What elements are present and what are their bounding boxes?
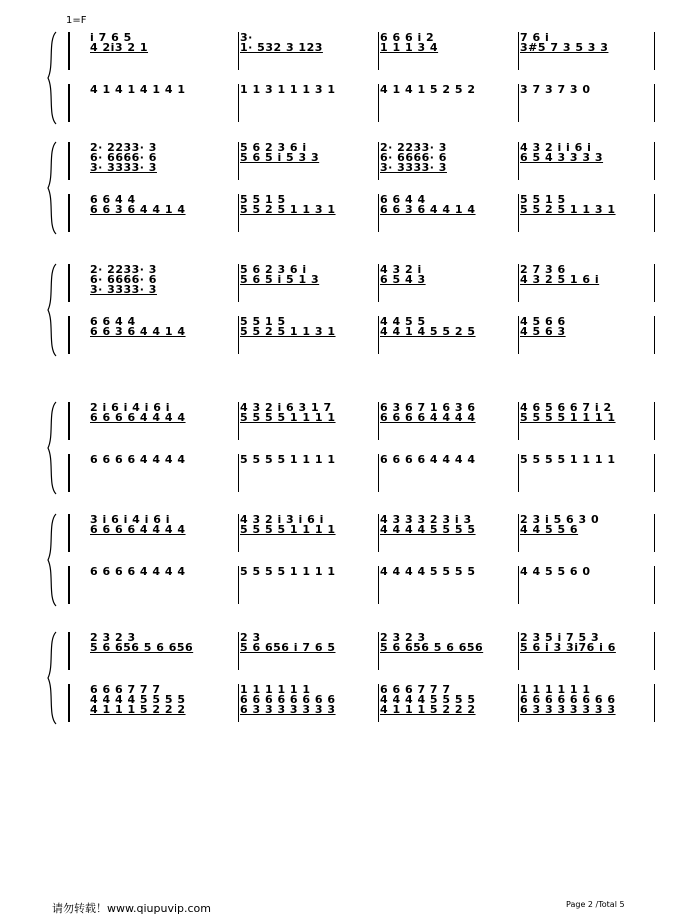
barline [68,264,70,302]
copyright-notice: 请勿转载！www.qiupuvip.com [52,902,211,915]
score-system [48,138,636,238]
measure [520,264,654,302]
measure [380,194,518,232]
barline [68,514,70,552]
note-line: 5 5 2 5 1 1 3 1 [240,203,336,216]
barline [238,684,239,722]
note-line: 6 5 4 3 [380,273,426,286]
note-line: 3 7 3 7 3 0 [520,84,591,96]
upper-staff [68,402,636,440]
note-line [90,95,238,105]
note-line [240,95,378,105]
lower-staff [68,316,636,354]
note-line: 4 4 5 5 6 [520,523,579,536]
note-line: 6 6 6 6 4 4 4 4 [380,411,476,424]
note-line: 6 6 6 6 4 4 4 4 [90,523,186,536]
barline [68,566,70,604]
barline [654,514,655,552]
note-line: 5 5 5 5 1 1 1 1 [520,411,616,424]
score-system [48,510,636,610]
note-line: 1 1 1 3 4 [380,41,439,54]
note-line: 6 6 6 i 2 [380,32,435,44]
brace-icon [46,510,58,610]
barline [68,194,70,232]
note-line: 3 i 6 i 4 i 6 i [90,514,171,526]
measure [520,402,654,440]
barline [654,566,655,604]
barline [654,84,655,122]
note-line: 6· 6666· 6 [90,151,157,164]
note-line: 4 3 2 i i 6 i [520,142,592,154]
note-line: 3#5 7 3 5 3 3 [520,41,609,54]
note-line: 1 1 3 1 1 1 3 1 [240,84,336,96]
note-line: 5 6 5 i 5 3 3 [240,151,320,164]
measure [380,514,518,552]
note-line: 2 3 2 3 [90,632,136,644]
barline [378,454,379,492]
measure [90,264,238,302]
lower-staff [68,194,636,232]
measure [520,632,654,670]
upper-staff [68,264,636,302]
note-line: 5 5 5 5 1 1 1 1 [520,454,616,466]
measure [240,84,378,122]
barline [68,402,70,440]
note-line [380,577,518,587]
note-line: 6 6 6 6 4 4 4 4 [90,454,186,466]
measure [240,514,378,552]
note-line: 6 6 6 7 7 7 [380,684,451,696]
note-line: 6· 6666· 6 [90,273,157,286]
note-line: 4 1 4 1 5 2 5 2 [380,84,476,96]
note-line: 6 6 6 6 4 4 4 4 [90,566,186,578]
barline [654,632,655,670]
note-line: 1 1 1 1 1 1 [520,684,591,696]
measure [240,566,378,604]
barline [518,402,519,440]
measure [380,142,518,180]
lower-staff [68,684,636,722]
score-system [48,28,636,128]
measure [240,194,378,232]
note-line: 5 6 656 5 6 656 [90,641,194,654]
note-line: i 7 6 5 [90,32,132,44]
barline [518,316,519,354]
measure [90,566,238,604]
barline [238,194,239,232]
note-line: 6 6 4 4 [90,316,136,328]
lower-staff [68,454,636,492]
measure [90,684,238,722]
measure [520,316,654,354]
note-line: 2 7 3 6 [520,264,566,276]
note-line: 4 4 4 4 5 5 5 5 [380,693,476,706]
barline [238,514,239,552]
note-line: 4 3 3 3 2 3 i 3 [380,514,472,526]
note-line: 5 5 5 5 1 1 1 1 [240,566,336,578]
note-line: 6 6 3 6 4 4 1 4 [380,203,476,216]
measure [240,632,378,670]
note-line: 5 6 656 i 7 6 5 [240,641,336,654]
barline [654,142,655,180]
measure [520,684,654,722]
barline [378,684,379,722]
note-line: 4 4 5 5 [380,316,426,328]
barline [238,402,239,440]
score-system [48,628,636,728]
lower-staff [68,566,636,604]
note-line: 5 5 1 5 [240,194,286,206]
key-signature: 1=F [66,15,87,26]
note-line: 2· 2233· 3 [90,142,157,154]
note-line: 4 5 6 6 [520,316,566,328]
measure [520,84,654,122]
barline [654,402,655,440]
note-line: 3· 3333· 3 [90,161,157,174]
measure [90,316,238,354]
upper-staff [68,514,636,552]
measure [90,514,238,552]
note-line [380,95,518,105]
note-line: 1 1 1 1 1 1 [240,684,311,696]
lower-staff [68,84,636,122]
note-line [240,465,378,475]
note-line: 4 3 2 i 6 3 1 7 [240,402,332,414]
barline [518,194,519,232]
barline [518,566,519,604]
note-line: 4 3 2 i [380,264,422,276]
barline [518,514,519,552]
note-line: 2 3 5 i 7 5 3 [520,632,600,644]
barline [518,264,519,302]
measure [380,684,518,722]
barline [378,566,379,604]
barline [518,32,519,70]
note-line: 4 5 6 3 [520,325,566,338]
barline [378,84,379,122]
barline [518,684,519,722]
note-line: 5 5 2 5 1 1 3 1 [520,203,616,216]
note-line: 6 5 4 3 3 3 3 [520,151,604,164]
brace-icon [46,260,58,360]
measure [90,454,238,492]
barline [654,32,655,70]
note-line: 5 5 2 5 1 1 3 1 [240,325,336,338]
barline [378,316,379,354]
measure [520,32,654,70]
note-line: 6 6 6 6 4 4 4 4 [90,411,186,424]
score-system [48,398,636,498]
measure [520,514,654,552]
measure [520,142,654,180]
note-line [90,465,238,475]
note-line [520,95,654,105]
barline [378,194,379,232]
barline [518,454,519,492]
barline [68,684,70,722]
note-line [90,577,238,587]
barline [68,142,70,180]
brace-icon [46,398,58,498]
barline [654,316,655,354]
barline [68,316,70,354]
barline [518,142,519,180]
note-line: 4 4 4 4 5 5 5 5 [380,566,476,578]
page-indicator: Page 2 /Total 5 [566,900,625,909]
measure [90,194,238,232]
barline [68,84,70,122]
note-line: 6 3 6 7 1 6 3 6 [380,402,476,414]
note-line [520,577,654,587]
barline [378,632,379,670]
note-line: 5 6 i 3 3i76 i 6 [520,641,616,654]
barline [238,84,239,122]
note-line: 6 6 6 7 7 7 [90,684,161,696]
measure [90,84,238,122]
note-line [240,577,378,587]
measure [380,566,518,604]
barline [68,454,70,492]
note-line: 4 4 1 4 5 5 2 5 [380,325,476,338]
note-line: 2 3 2 3 [380,632,426,644]
note-line: 6· 6666· 6 [380,151,447,164]
barline [378,514,379,552]
barline [378,264,379,302]
note-line: 5 6 656 5 6 656 [380,641,484,654]
note-line: 4 1 1 1 5 2 2 2 [380,703,476,716]
note-line: 4 3 2 i 3 i 6 i [240,514,324,526]
note-line: 3· [240,32,253,44]
note-line: 6 3 3 3 3 3 3 3 [520,703,616,716]
barline [238,264,239,302]
note-line: 4 3 2 5 1 6 i [520,273,600,286]
measure [90,632,238,670]
note-line: 4 6 5 6 6 7 i 2 [520,402,612,414]
note-line: 7 6 i [520,32,550,44]
barline [378,402,379,440]
measure [240,32,378,70]
measure [240,684,378,722]
note-line: 4 4 4 4 5 5 5 5 [380,523,476,536]
upper-staff [68,632,636,670]
brace-icon [46,138,58,238]
measure [380,632,518,670]
barline [654,684,655,722]
note-line: 2· 2233· 3 [90,264,157,276]
barline [238,454,239,492]
brace-icon [46,28,58,128]
note-line [520,465,654,475]
note-line: 5 5 1 5 [520,194,566,206]
barline [68,632,70,670]
note-line: 3· 3333· 3 [90,283,157,296]
note-line: 2 i 6 i 4 i 6 i [90,402,171,414]
note-line: 5 5 5 5 1 1 1 1 [240,523,336,536]
measure [240,142,378,180]
barline [518,84,519,122]
measure [520,566,654,604]
note-line: 5 6 5 i 5 1 3 [240,273,320,286]
note-line: 3· 3333· 3 [380,161,447,174]
measure [240,264,378,302]
note-line: 6 6 3 6 4 4 1 4 [90,203,186,216]
barline [238,142,239,180]
barline [518,632,519,670]
note-line: 2 3 [240,632,261,644]
note-line: 6 6 4 4 [380,194,426,206]
upper-staff [68,32,636,70]
measure [240,402,378,440]
barline [654,194,655,232]
note-line: 6 6 3 6 4 4 1 4 [90,325,186,338]
barline [378,32,379,70]
measure [90,402,238,440]
measure [520,194,654,232]
note-line: 5 5 1 5 [240,316,286,328]
note-line: 6 6 6 6 6 6 6 6 [520,693,616,706]
measure [240,316,378,354]
note-line: 2 3 i 5 6 3 0 [520,514,600,526]
note-line: 2· 2233· 3 [380,142,447,154]
measure [380,264,518,302]
note-line: 4 2i3 2 1 [90,41,149,54]
measure [90,142,238,180]
note-line: 6 6 6 6 6 6 6 6 [240,693,336,706]
note-line: 5 6 2 3 6 i [240,264,307,276]
measure [380,402,518,440]
barline [378,142,379,180]
measure [380,316,518,354]
upper-staff [68,142,636,180]
note-line: 4 4 4 4 5 5 5 5 [90,693,186,706]
note-line: 5 5 5 5 1 1 1 1 [240,411,336,424]
note-line: 4 1 1 1 5 2 2 2 [90,703,186,716]
barline [238,32,239,70]
barline [238,632,239,670]
measure [380,454,518,492]
barline [68,32,70,70]
barline [654,264,655,302]
measure [240,454,378,492]
barline [238,316,239,354]
note-line: 6 6 4 4 [90,194,136,206]
note-line: 5 6 2 3 6 i [240,142,307,154]
score-system [48,260,636,360]
note-line [380,465,518,475]
note-line: 6 3 3 3 3 3 3 3 [240,703,336,716]
barline [238,566,239,604]
barline [654,454,655,492]
measure [520,454,654,492]
note-line: 4 1 4 1 4 1 4 1 [90,84,186,96]
measure [380,32,518,70]
note-line: 1· 532 3 123 [240,41,323,54]
note-line: 5 5 5 5 1 1 1 1 [240,454,336,466]
note-line: 4 4 5 5 6 0 [520,566,591,578]
brace-icon [46,628,58,728]
note-line: 6 6 6 6 4 4 4 4 [380,454,476,466]
measure [380,84,518,122]
measure [90,32,238,70]
